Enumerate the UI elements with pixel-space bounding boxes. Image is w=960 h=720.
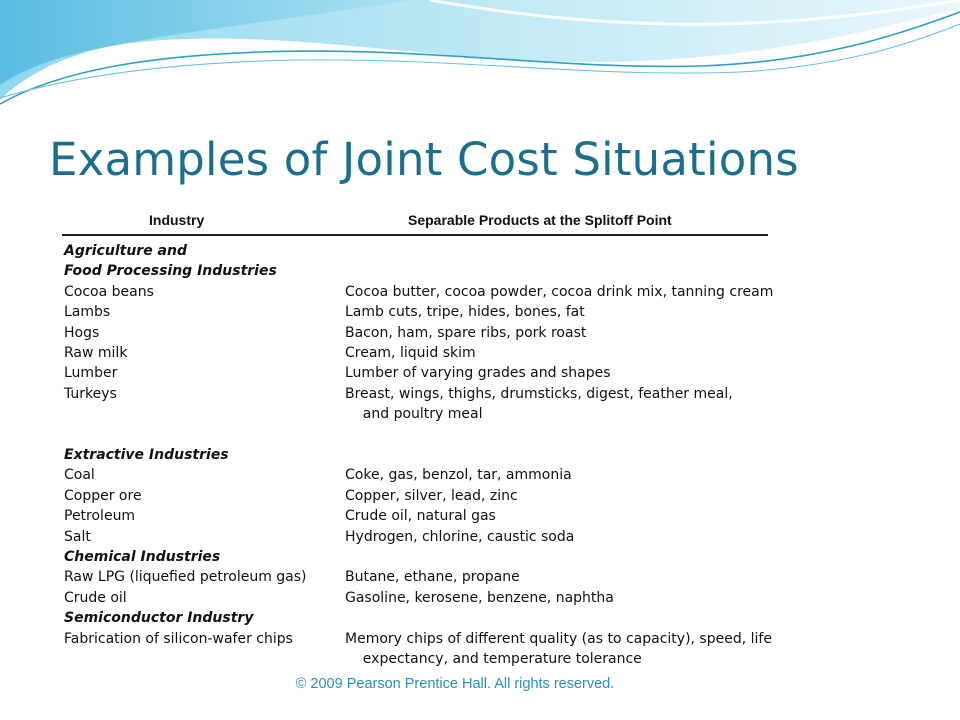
industry-cell: Turkeys	[64, 385, 117, 402]
slide-title: Examples of Joint Cost Situations	[49, 133, 799, 186]
products-cell: Coke, gas, benzol, tar, ammonia	[345, 467, 572, 484]
products-cell: Copper, silver, lead, zinc	[345, 487, 518, 504]
section-spacer	[62, 425, 768, 445]
industry-cell: Lumber	[64, 365, 118, 382]
header-wave-decoration	[0, 0, 960, 120]
section-heading: Agriculture and	[64, 243, 187, 259]
table-row	[62, 323, 768, 343]
industry-cell: Salt	[64, 528, 91, 545]
products-cell: Memory chips of different quality (as to capacity), speed, life expectancy, and temperature tolerance	[345, 630, 772, 668]
section-heading: Chemical Industries	[64, 549, 221, 566]
table-row	[62, 588, 768, 608]
industry-cell: Fabrication of silicon-wafer chips	[64, 630, 293, 647]
products-cell: Hydrogen, chlorine, caustic soda	[345, 528, 575, 545]
table-row	[62, 506, 768, 526]
products-cell: Crude oil, natural gas	[345, 508, 496, 525]
table-row	[62, 629, 772, 670]
industry-cell: Raw milk	[64, 345, 128, 362]
products-cell: Cream, liquid skim	[345, 345, 476, 362]
industry-cell: Coal	[64, 467, 95, 484]
products-cell: Lamb cuts, tripe, hides, bones, fat	[345, 304, 585, 321]
products-cell: Breast, wings, thighs, drumsticks, digest, feather meal, and poultry meal	[345, 385, 733, 423]
table-body	[62, 241, 774, 670]
industry-cell: Crude oil	[64, 589, 127, 606]
table-row	[62, 343, 768, 363]
section-heading: Food Processing Industries	[64, 263, 277, 280]
table-row	[62, 282, 774, 302]
table-row	[62, 567, 768, 587]
industry-cell: Cocoa beans	[64, 283, 154, 300]
products-cell: Butane, ethane, propane	[345, 569, 520, 586]
industry-cell: Petroleum	[64, 508, 136, 525]
table-row	[62, 465, 768, 485]
industry-cell: Lambs	[64, 304, 111, 321]
industry-cell: Raw LPG (liquefied petroleum gas)	[64, 569, 307, 586]
table-row	[62, 486, 768, 506]
table-row	[62, 302, 768, 322]
table-header	[62, 205, 768, 236]
industry-cell: Copper ore	[64, 487, 142, 504]
section-heading: Semiconductor Industry	[64, 610, 254, 627]
copyright-footer: © 2009 Pearson Prentice Hall. All rights reserved.	[295, 676, 615, 692]
column-header-products: Separable Products at the Splitoff Point	[408, 212, 672, 228]
products-cell: Cocoa butter, cocoa powder, cocoa drink mix, tanning cream	[345, 283, 774, 300]
joint-cost-table	[62, 205, 774, 668]
table-row	[62, 363, 768, 383]
column-header-industry: Industry	[149, 212, 205, 228]
industry-cell: Hogs	[64, 324, 100, 341]
table-row	[62, 527, 768, 547]
section-heading: Extractive Industries	[64, 447, 229, 464]
products-cell: Lumber of varying grades and shapes	[345, 365, 611, 382]
table-row	[62, 384, 768, 425]
products-cell: Gasoline, kerosene, benzene, naphtha	[345, 589, 614, 606]
products-cell: Bacon, ham, spare ribs, pork roast	[345, 324, 587, 341]
